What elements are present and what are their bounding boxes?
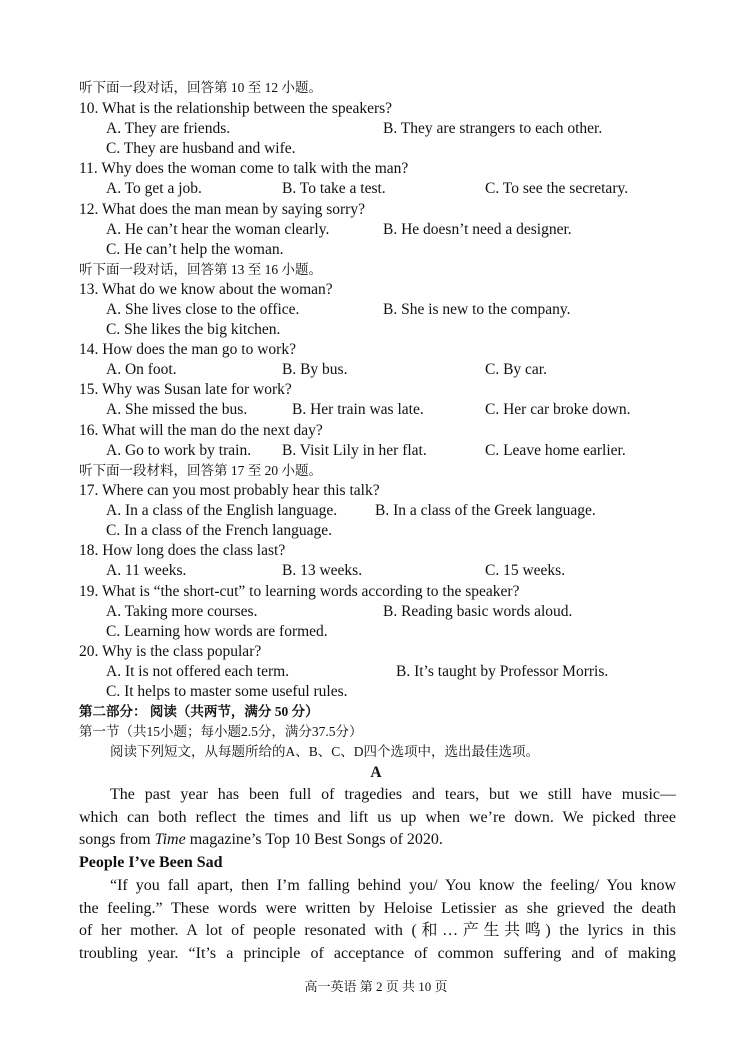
question-19-option-a: A. Taking more courses.: [106, 603, 258, 620]
magazine-name: Time: [154, 831, 186, 849]
body-line-2: the feeling.” These words were written by Heloise Letissier as she grieved the death: [79, 899, 676, 917]
passage-body: [79, 875, 676, 966]
question-14-option-b: B. By bus.: [282, 361, 348, 378]
page-footer: 高一英语 第 2 页 共 10 页: [304, 979, 448, 994]
question-10-option-a: A. They are friends.: [106, 120, 231, 137]
part2-directions: 阅读下列短文，从每题所给的A、B、C、D四个选项中，选出最佳选项。: [110, 744, 540, 759]
question-15-option-c: C. Her car broke down.: [485, 401, 631, 418]
question-11-option-c: C. To see the secretary.: [485, 180, 629, 197]
question-17-option-c: C. In a class of the French language.: [106, 522, 332, 539]
body-line-1: “If you fall apart, then I’m falling behind you/ You know the feeling/ You know: [110, 877, 676, 894]
question-12-stem: 12. What does the man mean by saying sorry?: [79, 201, 365, 218]
question-13-option-a: A. She lives close to the office.: [106, 301, 300, 318]
question-12-option-b: B. He doesn’t need a designer.: [383, 221, 572, 238]
question-10-option-c: C. They are husband and wife.: [106, 140, 296, 157]
intro-line-1: The past year has been full of tragedies and tears, but we still have music—: [110, 786, 676, 803]
intro-text-a: songs from: [79, 831, 155, 849]
question-15-stem: 15. Why was Susan late for work?: [79, 381, 292, 398]
question-20-option-c: C. It helps to master some useful rules.: [106, 683, 348, 700]
question-11-option-a: A. To get a job.: [106, 180, 202, 197]
question-19-option-b: B. Reading basic words aloud.: [383, 603, 573, 620]
question-13-option-c: C. She likes the big kitchen.: [106, 321, 281, 338]
question-19-option-c: C. Learning how words are formed.: [106, 623, 328, 640]
body-line-3: of her mother. A lot of people resonated with (和…产生共鸣) the lyrics in this: [79, 922, 676, 940]
intro-line-2: which can both reflect the times and lift us up when we’re down. We picked three: [79, 808, 676, 826]
part2-section1: 第一节（共15小题；每小题2.5分，满分37.5分）: [79, 724, 363, 739]
question-17-option-a: A. In a class of the English language.: [106, 502, 338, 519]
question-12-option-c: C. He can’t help the woman.: [106, 241, 284, 258]
question-20-stem: 20. Why is the class popular?: [79, 643, 262, 660]
question-16-option-b: B. Visit Lily in her flat.: [282, 442, 427, 459]
passage-label: A: [370, 764, 382, 781]
question-18-option-a: A. 11 weeks.: [106, 562, 187, 579]
question-18-option-b: B. 13 weeks.: [282, 562, 363, 579]
intro-text-b: magazine’s Top 10 Best Songs of 2020.: [185, 831, 443, 849]
question-15-option-b: B. Her train was late.: [292, 401, 424, 418]
question-16-stem: 16. What will the man do the next day?: [79, 422, 323, 439]
question-14-option-a: A. On foot.: [106, 361, 177, 378]
question-16-option-c: C. Leave home earlier.: [485, 442, 626, 459]
part2-heading: 第二部分： 阅读（共两节，满分 50 分）: [79, 704, 319, 719]
question-19-stem: 19. What is “the short-cut” to learning words according to the speaker?: [79, 583, 520, 600]
question-18-stem: 18. How long does the class last?: [79, 542, 286, 559]
question-17-option-b: B. In a class of the Greek language.: [375, 502, 596, 519]
question-11-option-b: B. To take a test.: [282, 180, 386, 197]
question-13-option-b: B. She is new to the company.: [383, 301, 571, 318]
question-10-option-b: B. They are strangers to each other.: [383, 120, 603, 137]
question-18-option-c: C. 15 weeks.: [485, 562, 566, 579]
song-title: People I’ve Been Sad: [79, 854, 223, 871]
listening-instruction-3: 听下面一段材料，回答第 17 至 20 小题。: [79, 463, 322, 478]
question-14-option-c: C. By car.: [485, 361, 547, 378]
question-20-option-a: A. It is not offered each term.: [106, 663, 290, 680]
question-14-stem: 14. How does the man go to work?: [79, 341, 296, 358]
body-line-4: troubling year. “It’s a principle of acceptance of common suffering and of making: [79, 945, 676, 963]
question-11-stem: 11. Why does the woman come to talk with the man?: [79, 160, 409, 177]
question-17-stem: 17. Where can you most probably hear this talk?: [79, 482, 380, 499]
listening-instruction-2: 听下面一段对话，回答第 13 至 16 小题。: [79, 262, 322, 277]
passage-intro: [79, 784, 676, 852]
question-16-option-a: A. Go to work by train.: [106, 442, 252, 459]
question-10-stem: 10. What is the relationship between the speakers?: [79, 100, 393, 117]
question-13-stem: 13. What do we know about the woman?: [79, 281, 333, 298]
question-12-option-a: A. He can’t hear the woman clearly.: [106, 221, 330, 238]
intro-line-3: [79, 829, 676, 852]
question-20-option-b: B. It’s taught by Professor Morris.: [396, 663, 609, 680]
listening-instruction-1: 听下面一段对话，回答第 10 至 12 小题。: [79, 80, 322, 95]
question-15-option-a: A. She missed the bus.: [106, 401, 248, 418]
